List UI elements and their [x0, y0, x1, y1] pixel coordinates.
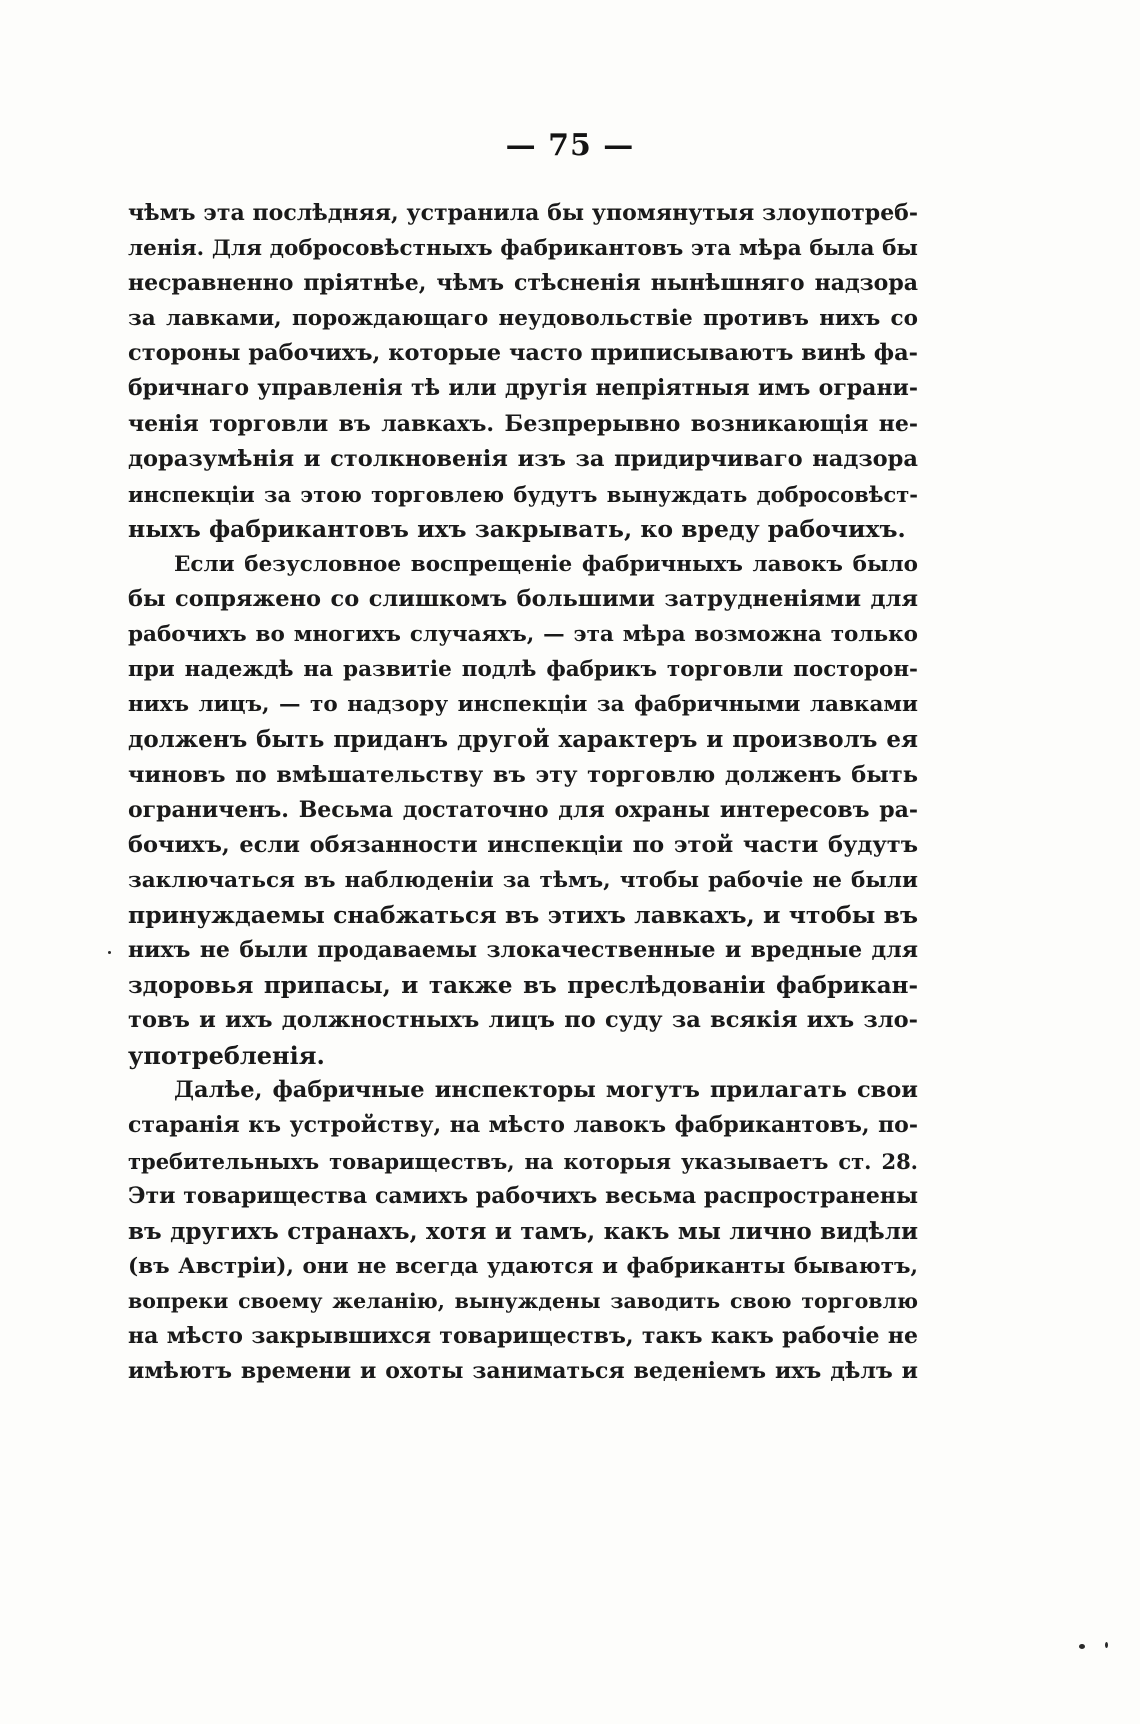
- text-line: рабочихъ во многихъ случаяхъ, — эта мѣра возможна только: [128, 622, 918, 648]
- text-line: нихъ не были продаваемы злокачественные и вредные для: [128, 936, 918, 963]
- page-body-text: [128, 196, 918, 1389]
- text-line: товъ и ихъ должностныхъ лицъ по суду за всякія ихъ зло-: [128, 1007, 918, 1034]
- text-line: на мѣсто закрывшихся товариществъ, такъ какъ рабочіе не: [128, 1323, 918, 1349]
- text-line: чѣмъ эта послѣдняя, устранила бы упомянутыя злоупотреб-: [128, 200, 918, 226]
- text-line: ограниченъ. Весьма достаточно для охраны интересовъ ра-: [128, 796, 918, 823]
- text-line: въ другихъ странахъ, хотя и тамъ, какъ мы лично видѣли: [128, 1217, 918, 1245]
- scan-speck: [1079, 1644, 1085, 1649]
- scan-speck: [1105, 1642, 1108, 1648]
- text-line: заключаться въ наблюденіи за тѣмъ, чтобы рабочіе не были: [128, 867, 918, 893]
- text-line: требительныхъ товариществъ, на которыя указываетъ ст. 28.: [128, 1148, 918, 1174]
- text-line: ныхъ фабрикантовъ ихъ закрывать, ко вреду рабочихъ.: [128, 514, 906, 543]
- text-line: инспекціи за этою торговлею будутъ вынуждать добросовѣст-: [128, 481, 918, 507]
- text-line: здоровья припасы, и также въ преслѣдованіи фабрикан-: [128, 972, 918, 1000]
- text-line: старанія къ устройству, на мѣсто лавокъ фабрикантовъ, по-: [128, 1112, 918, 1139]
- text-line: доразумѣнія и столкновенія изъ за придирчиваго надзора: [128, 445, 918, 472]
- text-line: при надеждѣ на развитіе подлѣ фабрикъ торговли посторон-: [128, 657, 918, 683]
- text-line: ченія торговли въ лавкахъ. Безпрерывно возникающія не-: [128, 410, 918, 437]
- text-line: ленія. Для добросовѣстныхъ фабрикантовъ эта мѣра была бы: [128, 236, 918, 262]
- text-line: долженъ быть приданъ другой характеръ и произволъ ея: [128, 726, 918, 754]
- text-line: Если безусловное воспрещеніе фабричныхъ лавокъ было: [174, 551, 918, 577]
- text-line: бричнаго управленія тѣ или другія непріятныя имъ ограни-: [128, 375, 918, 402]
- text-line: за лавками, порождающаго неудовольствіе противъ нихъ со: [128, 306, 918, 332]
- text-line: стороны рабочихъ, которые часто приписываютъ винѣ фа-: [128, 340, 918, 367]
- text-line: Далѣе, фабричные инспекторы могутъ прилагать свои: [174, 1077, 918, 1104]
- text-line: бы сопряжено со слишкомъ большими затрудненіями для: [128, 586, 918, 613]
- page-number: — 75 —: [505, 128, 635, 163]
- text-line: Эти товарищества самихъ рабочихъ весьма распространены: [128, 1182, 918, 1209]
- text-line: (въ Австріи), они не всегда удаются и фабриканты бываютъ,: [128, 1253, 918, 1279]
- text-line: несравненно пріятнѣе, чѣмъ стѣсненія нынѣшняго надзора: [128, 270, 918, 297]
- text-line: употребленія.: [128, 1041, 325, 1071]
- text-line: нихъ лицъ, — то надзору инспекціи за фабричными лавками: [128, 692, 918, 718]
- text-line: бочихъ, если обязанности инспекціи по этой части будутъ: [128, 831, 918, 858]
- text-line: чиновъ по вмѣшательству въ эту торговлю долженъ быть: [128, 761, 918, 788]
- text-line: вопреки своему желанію, вынуждены заводить свою торговлю: [128, 1288, 918, 1313]
- text-line: принуждаемы снабжаться въ этихъ лавкахъ, и чтобы въ: [128, 900, 918, 929]
- text-line: имѣютъ времени и охоты заниматься веденіемъ ихъ дѣлъ и: [128, 1358, 918, 1385]
- scan-speck: [108, 951, 111, 954]
